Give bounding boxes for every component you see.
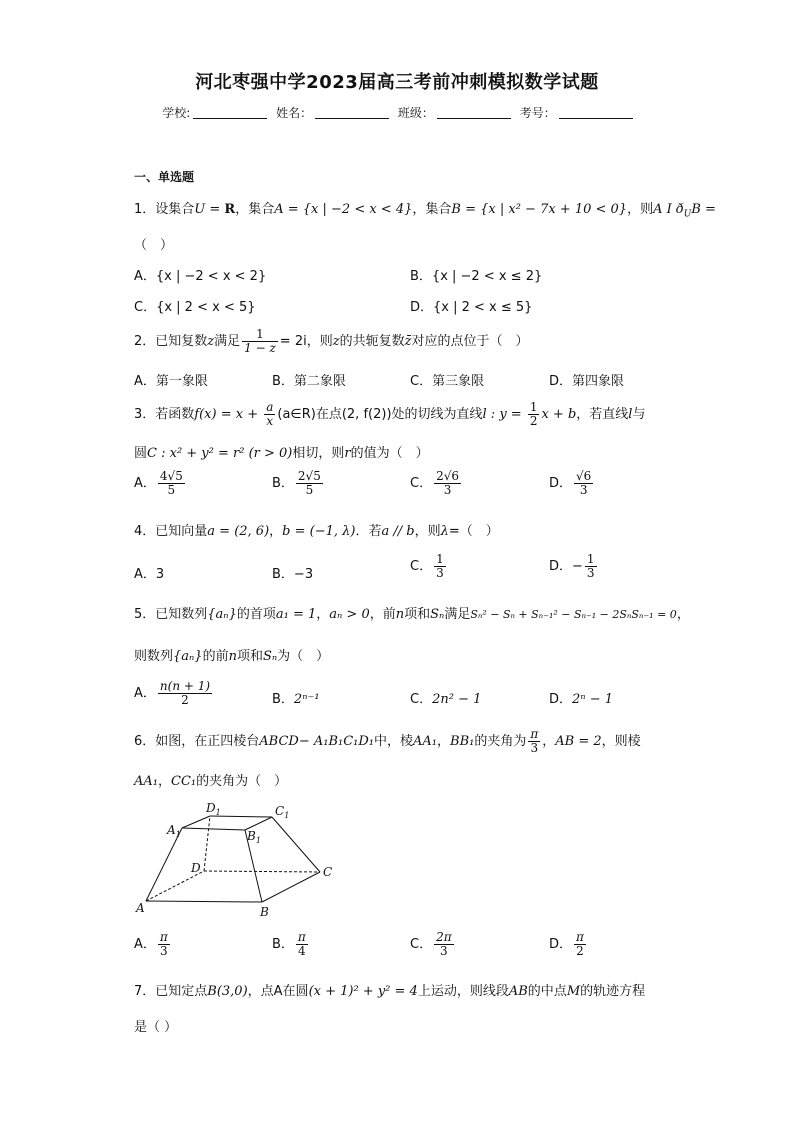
q3-text-k: 圆 [134, 446, 148, 461]
class-label: 班级： [397, 106, 434, 120]
q3-half-num: 1 [529, 400, 538, 414]
q1-line2: （ ） [134, 238, 174, 253]
q1-option-d[interactable]: D．{x | 2 < x ≤ 5} [410, 300, 533, 315]
q5-an-pos: aₙ > 0 [329, 607, 370, 622]
label-a: A [136, 901, 145, 915]
q2-zbar: z̄ [404, 334, 412, 349]
q4-option-d[interactable]: D．− $\frac{1}{3}$ [549, 552, 595, 580]
q1-line1: 1．设集合U = R，集合A = {x | −2 < x < 4}，集合B = {x | x² − 7x + 10 < 0}，则A I $ð_UB$ = [134, 202, 716, 220]
q1-set-a: A = {x | −2 < x < 4} [274, 202, 413, 217]
q1-text-a: 1．设集合 [134, 202, 195, 217]
q3-line2 [134, 442, 429, 461]
q4-text-b: ， [269, 524, 283, 539]
q6-option-d[interactable]: D． $\frac{\pi}{2}$ [549, 930, 584, 958]
q5-l2-b: 的前 [202, 649, 229, 664]
edge-cc1 [272, 817, 320, 872]
q6-text-d: 的夹角为 [474, 734, 527, 749]
q3-text-j: 与 [632, 407, 646, 422]
label-d: D [191, 861, 201, 875]
q6-bb1: BB₁ [450, 734, 475, 749]
q4-vector-b: b = (−1, λ) [282, 524, 356, 539]
q5-option-d[interactable]: D．2ⁿ − 1 [549, 692, 613, 707]
q4-option-b[interactable]: B．−3 [272, 567, 314, 582]
q3-text-n: 的值为（ ） [350, 446, 429, 461]
q3-text-a: 3．若函数 [134, 407, 195, 422]
q7-m: M [566, 984, 581, 999]
label-b1: $B_1$ [247, 829, 261, 845]
q3-line-eq: l : y = [482, 407, 526, 422]
label-c: C [323, 865, 333, 879]
label-a1: $A_1$ [167, 823, 181, 839]
q6-frustum: ABCD− A₁B₁C₁D₁ [259, 734, 375, 749]
q3-fa: a [266, 400, 274, 414]
q3-option-d[interactable]: D． $\frac{√6}{3}$ [549, 469, 592, 497]
q3-fx: x [266, 414, 274, 428]
q7-text-c: ，点A在圆 [247, 984, 309, 999]
q5-text-c: ， [316, 607, 330, 622]
frustum-figure [134, 800, 344, 925]
q3-option-a[interactable]: A． $\frac{4√5}{5}$ [134, 469, 183, 497]
q2-fraction [242, 328, 278, 355]
student-info-line [0, 104, 794, 121]
q4-option-c[interactable]: C． $\frac{1}{3}$ [410, 552, 444, 580]
q6-text-a: 6．如图，在正四棱台 [134, 734, 260, 749]
q7-line2: 是（ ） [134, 1020, 178, 1035]
q6-three: 3 [530, 741, 539, 755]
q1-text-d: ，则 [627, 202, 654, 217]
exam-no-label: 考号： [519, 106, 556, 120]
q2-frac-num: 1 [242, 328, 278, 342]
q3-line1 [134, 401, 645, 428]
q4-vector-a: a = (2, 6) [207, 524, 270, 539]
q2-text-b: 满足 [214, 334, 241, 349]
q5-text-e: 项和 [404, 607, 431, 622]
q3-text-g: (a∈R)在点(2, f(2))处的切线为直线 [277, 407, 483, 422]
label-b: B [260, 905, 269, 919]
q4-line1 [134, 520, 499, 539]
q2-option-c[interactable]: C．第三象限 [410, 374, 485, 389]
q5-l2-d: 为（ ） [277, 649, 330, 664]
name-blank[interactable] [315, 106, 389, 119]
q1-option-a[interactable]: A．{x | −2 < x < 2} [134, 269, 267, 284]
section-heading: 一、单选题 [134, 170, 195, 184]
page-title: 河北枣强中学2023届高三考前冲刺模拟数学试题 [195, 72, 599, 93]
q5-n: n [395, 607, 405, 622]
exam-no-blank[interactable] [559, 106, 633, 119]
q7-text-a: 7．已知定点 [134, 984, 208, 999]
q5-sn: Sₙ [430, 607, 445, 622]
q2-z: z [207, 334, 215, 349]
q5-text-g: ， [676, 607, 690, 622]
q6-text-f: ，则棱 [601, 734, 641, 749]
q7-circle: (x + 1)² + y² = 4 [308, 984, 418, 999]
q3-text-h: ，若直线 [576, 407, 629, 422]
q6-aa1: AA₁ [413, 734, 438, 749]
edge-dc [204, 871, 320, 872]
frustum-base-visible [146, 872, 320, 902]
q1-set-b: B = {x | x² − 7x + 10 < 0} [451, 202, 628, 217]
q2-text-e: 对应的点位于（ ） [411, 334, 529, 349]
q7-text-f: 的轨迹方程 [580, 984, 646, 999]
q3-l: l [628, 407, 633, 422]
school-label: 学校: [162, 106, 191, 120]
q2-option-b[interactable]: B．第二象限 [272, 374, 346, 389]
q1-text-c: ，集合 [412, 202, 452, 217]
q2-frac-den: 1 − z [244, 341, 276, 355]
q7-ab: AB [508, 984, 528, 999]
q2-line1 [134, 328, 528, 355]
q6-ab: AB = 2 [555, 734, 602, 749]
q6-option-c[interactable]: C． $\frac{2\pi}{3}$ [410, 930, 452, 958]
edge-a1b1 [182, 828, 245, 830]
q6-text-b: 中，棱 [374, 734, 414, 749]
q3-circle: C : x² + y² = r² (r > 0) [147, 446, 293, 461]
school-blank[interactable] [193, 106, 267, 119]
q4-text-d: ，则 [414, 524, 441, 539]
q6-l2-comma: ， [158, 774, 172, 789]
q5-option-a[interactable]: A． $\frac{n(n + 1)}{2}$ [134, 679, 211, 707]
edge-ad [146, 871, 204, 901]
q5-line2 [134, 645, 329, 664]
q1-text-b: ，集合 [235, 202, 275, 217]
q6-l2-aa1: AA₁ [134, 774, 158, 789]
q6-line2 [134, 770, 287, 789]
edge-dd1 [204, 816, 210, 871]
q6-line1 [134, 728, 641, 755]
q2-z2: z [332, 334, 340, 349]
q3-half [528, 401, 540, 428]
q3-text-m: 相切，则 [292, 446, 345, 461]
q5-l2-a: 则数列 [134, 649, 174, 664]
q3-half-den: 2 [529, 414, 538, 428]
q6-cc1: CC₁ [171, 774, 197, 789]
q5-equation: Sₙ² − Sₙ + Sₙ₋₁² − Sₙ₋₁ − 2SₙSₙ₋₁ = 0 [470, 608, 677, 621]
edge-bc [262, 872, 320, 902]
q5-a1: a₁ = 1 [275, 607, 317, 622]
q6-pi: π [530, 727, 539, 741]
q5-sn2: Sₙ [262, 649, 278, 664]
q5-text-a: 5．已知数列 [134, 607, 208, 622]
label-d1: $D_1$ [206, 801, 221, 817]
q4-text-a: 4．已知向量 [134, 524, 208, 539]
q5-text-b: 的首项 [236, 607, 276, 622]
q6-text-e: ， [542, 734, 556, 749]
q7-text-e: 的中点 [527, 984, 567, 999]
q6-option-a[interactable]: A． $\frac{\pi}{3}$ [134, 930, 168, 958]
q5-text-f: 满足 [444, 607, 471, 622]
q1-u: U = [194, 202, 225, 217]
label-c1: $C_1$ [275, 804, 290, 820]
q2-option-a[interactable]: A．第一象限 [134, 374, 208, 389]
q6-l2-text: 的夹角为（ ） [196, 774, 288, 789]
q5-l2-c: 项和 [236, 649, 263, 664]
q4-lambda: λ [440, 524, 449, 539]
q6-pi-over-3 [528, 728, 540, 755]
q5-seq2: {aₙ} [173, 649, 203, 664]
q6-option-b[interactable]: B． $\frac{\pi}{4}$ [272, 930, 306, 958]
q6-text-c: ， [437, 734, 451, 749]
q5-text-d: ，前 [369, 607, 396, 622]
edge-ab [146, 901, 262, 902]
q5-option-c[interactable]: C．2n² − 1 [410, 692, 482, 707]
q1-r: R [224, 202, 236, 217]
name-label: 姓名： [276, 106, 313, 120]
q2-option-d[interactable]: D．第四象限 [549, 374, 625, 389]
q5-line1 [134, 603, 690, 622]
q3-func: f(x) = x + [194, 407, 263, 422]
q4-text-e: =（ ） [448, 524, 499, 539]
q3-r: r [344, 446, 351, 461]
edge-a1d1 [182, 816, 210, 828]
q1-option-b[interactable]: B．{x | −2 < x ≤ 2} [410, 269, 543, 284]
q3-lx: x + b [541, 407, 577, 422]
q4-parallel: a // b [381, 524, 415, 539]
q2-text-c: = 2i，则 [279, 334, 333, 349]
q1-expr: A I ð [653, 202, 684, 217]
q7-point-b: B(3,0) [207, 984, 248, 999]
q3-option-b[interactable]: B． $\frac{2√5}{5}$ [272, 469, 321, 497]
q4-option-a[interactable]: A．3 [134, 567, 165, 582]
q3-a-over-x [264, 401, 275, 428]
q2-text-a: 2．已知复数 [134, 334, 208, 349]
q7-line1 [134, 980, 645, 999]
q1-option-c[interactable]: C．{x | 2 < x < 5} [134, 300, 256, 315]
q7-text-d: 上运动，则线段 [417, 984, 509, 999]
q3-option-c[interactable]: C． $\frac{2√6}{3}$ [410, 469, 459, 497]
class-blank[interactable] [437, 106, 511, 119]
q2-text-d: 的共轭复数 [339, 334, 405, 349]
q4-text-c: ．若 [355, 524, 382, 539]
q5-n2: n [228, 649, 237, 664]
q5-seq: {aₙ} [207, 607, 237, 622]
q5-option-b[interactable]: B．2ⁿ⁻¹ [272, 692, 320, 707]
